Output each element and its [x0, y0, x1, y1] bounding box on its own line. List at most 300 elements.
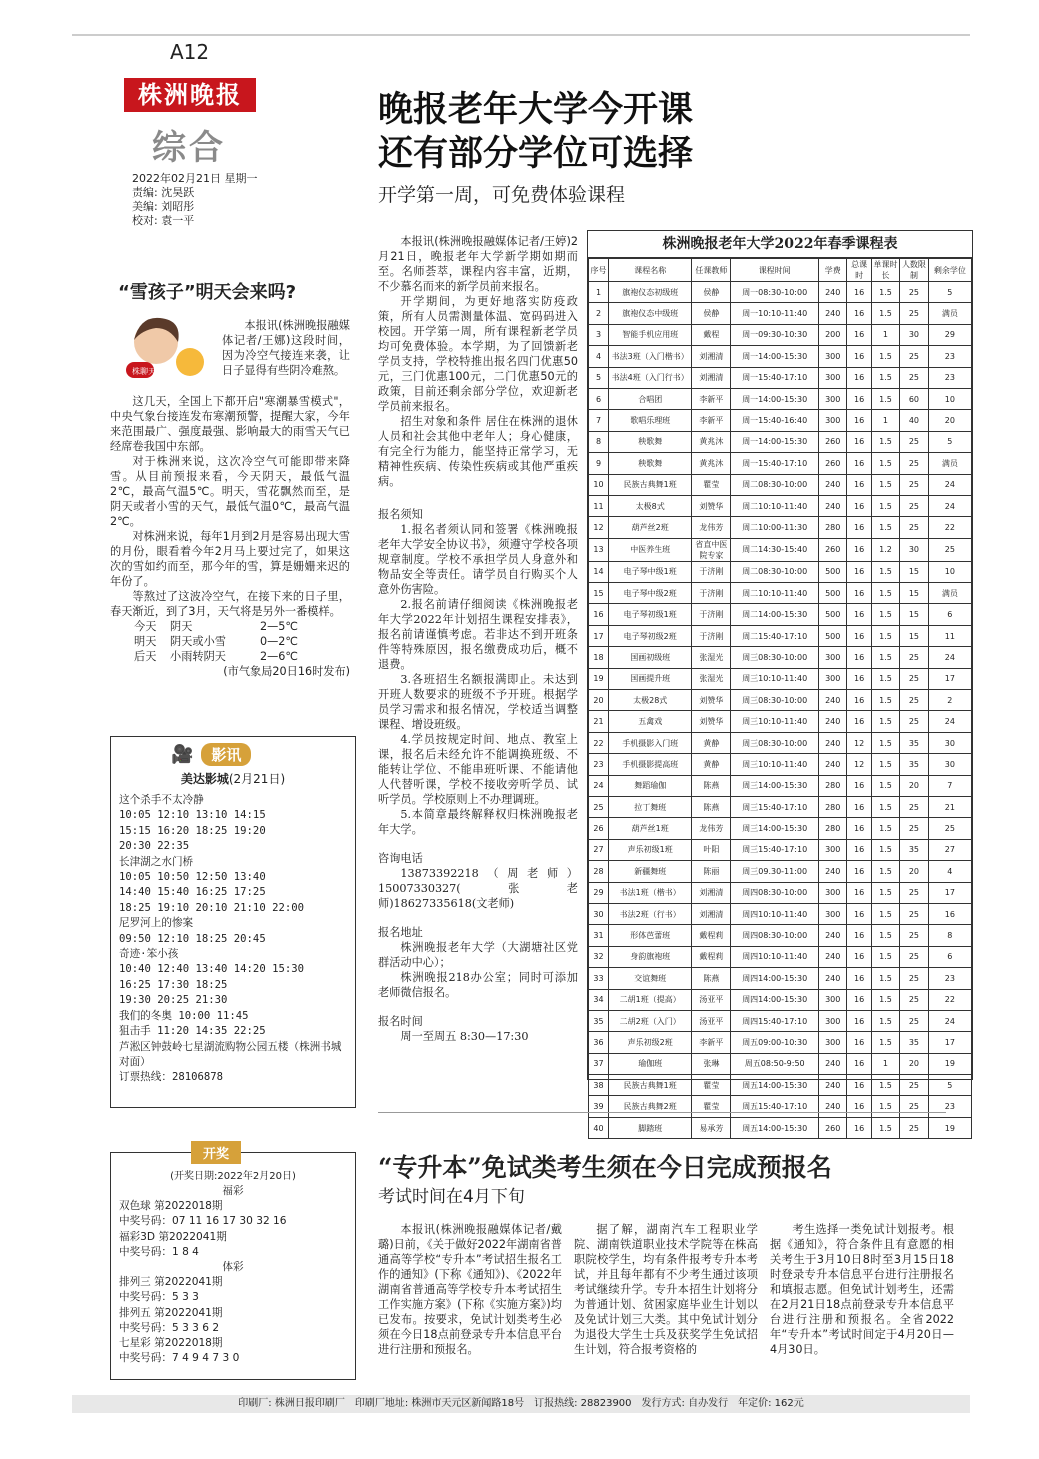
- table-cell: 满员: [928, 453, 971, 474]
- table-cell: 24: [928, 1010, 971, 1031]
- table-cell: 1.5: [871, 282, 899, 303]
- table-cell: 20: [928, 410, 971, 431]
- table-cell: 240: [818, 1096, 846, 1117]
- table-cell: 周四08:30-10:00: [731, 925, 819, 946]
- lottery-line: 排列五 第2022041期: [119, 1306, 223, 1319]
- table-cell: 新疆舞班: [609, 861, 692, 882]
- showtime-line: 我们的冬奥 10:00 11:45: [119, 1009, 249, 1022]
- table-cell: 形体芭蕾班: [609, 925, 692, 946]
- table-cell: 16: [847, 1075, 871, 1096]
- table-cell: 15: [589, 583, 609, 604]
- table-cell: 16: [847, 1096, 871, 1117]
- cinema-badge: 影讯: [201, 743, 251, 766]
- table-cell: 瞿莹: [692, 474, 731, 495]
- table-cell: 1.5: [871, 1010, 899, 1031]
- table-row: [589, 604, 972, 625]
- table-cell: 25: [900, 1010, 928, 1031]
- edition-meta: [132, 172, 258, 228]
- table-cell: 16: [847, 538, 871, 561]
- table-cell: 五禽戏: [609, 711, 692, 732]
- notice-item: 5.本简章最终解释权归株洲晚报老年大学。: [378, 808, 578, 836]
- table-cell: 20: [900, 861, 928, 882]
- table-cell: 周三15:40-17:10: [731, 839, 819, 860]
- table-row: [589, 453, 972, 474]
- table-cell: 1: [589, 282, 609, 303]
- table-cell: 16: [847, 495, 871, 516]
- table-cell: 34: [589, 989, 609, 1010]
- schedule-header-cell: 人数限制: [900, 259, 928, 282]
- table-cell: 20: [900, 1053, 928, 1074]
- table-cell: 25: [900, 690, 928, 711]
- notice-item: 4.学员按规定时间、地点、教室上课，报名后未经允许不能调换班级、不能转让学位、不能串班听课、不能请他人代替听课，学校不接收旁听学员、试听学员。学校原则上不办理调班。: [378, 733, 578, 806]
- table-cell: 书法2班（行书）: [609, 903, 692, 924]
- table-cell: 25: [928, 538, 971, 561]
- table-cell: 于济刚: [692, 625, 731, 646]
- table-cell: 1.5: [871, 388, 899, 409]
- table-cell: 电子琴中级1班: [609, 561, 692, 582]
- table-cell: 周三14:00-15:30: [731, 818, 819, 839]
- table-cell: 300: [818, 839, 846, 860]
- table-row: [589, 324, 972, 345]
- table-cell: 张湿光: [692, 647, 731, 668]
- table-cell: 周二10:10-11:40: [731, 495, 819, 516]
- table-cell: 300: [818, 367, 846, 388]
- table-cell: 陈燕: [692, 968, 731, 989]
- table-cell: 周四10:10-11:40: [731, 946, 819, 967]
- table-cell: 刘湘清: [692, 882, 731, 903]
- table-cell: 1.5: [871, 517, 899, 538]
- lottery-line: 中奖号码：5 3 3 6 2: [119, 1321, 220, 1334]
- lottery-line: 福彩3D 第2022041期: [119, 1230, 227, 1243]
- table-cell: 声乐初级2班: [609, 1032, 692, 1053]
- showtime-line: 15:15 16:20 18:25 19:20: [119, 824, 266, 837]
- table-row: [589, 861, 972, 882]
- table-cell: 1: [871, 324, 899, 345]
- table-cell: 16: [847, 711, 871, 732]
- table-cell: 5: [928, 282, 971, 303]
- table-cell: 于济刚: [692, 604, 731, 625]
- table-row: [589, 882, 972, 903]
- table-cell: 240: [818, 732, 846, 753]
- article-paragraph: 招生对象和条件 居住在株洲的退休人员和社会其他中老年人；身心健康，有完全行为能力，能坚持正常学习，无精神性疾病、传染性疾病或其他严重疾病。: [378, 415, 578, 488]
- article2-column: [770, 1222, 954, 1357]
- table-cell: 5: [928, 431, 971, 452]
- table-cell: 书法1班（楷书）: [609, 882, 692, 903]
- table-cell: 23: [928, 1096, 971, 1117]
- time-heading: 报名时间: [378, 1015, 423, 1028]
- course-schedule: [587, 230, 973, 1133]
- weather-paragraph: 对株洲来说，每年1月到2月是容易出现大雪的月份，眼看着今年2月马上要过完了，如果这次的雪如约而至，那今年的雪，算是姗姗来迟的年份了。: [110, 530, 350, 588]
- table-cell: 17: [589, 625, 609, 646]
- table-cell: 1.5: [871, 882, 899, 903]
- table-cell: 16: [928, 903, 971, 924]
- table-cell: 25: [900, 903, 928, 924]
- table-cell: 2: [928, 690, 971, 711]
- table-cell: 240: [818, 968, 846, 989]
- table-cell: 书法4班（入门行书）: [609, 367, 692, 388]
- showtime-line: 长津湖之水门桥: [119, 855, 194, 868]
- table-cell: 240: [818, 754, 846, 775]
- table-cell: 6: [928, 604, 971, 625]
- lottery-line: 双色球 第2022018期: [119, 1200, 223, 1213]
- table-cell: 陈燕: [692, 775, 731, 796]
- forecast-table: [110, 619, 350, 679]
- table-cell: 21: [928, 796, 971, 817]
- table-cell: 周三10:10-11:40: [731, 711, 819, 732]
- table-cell: 1.5: [871, 861, 899, 882]
- table-cell: 500: [818, 604, 846, 625]
- weather-body: [110, 394, 350, 679]
- table-cell: 张湿光: [692, 668, 731, 689]
- table-cell: 周二08:30-10:00: [731, 474, 819, 495]
- table-cell: 周一15:40-16:40: [731, 410, 819, 431]
- table-cell: 30: [900, 324, 928, 345]
- table-cell: 秧歌舞: [609, 453, 692, 474]
- table-cell: 25: [589, 796, 609, 817]
- table-cell: 1.5: [871, 1117, 899, 1138]
- table-cell: 李新平: [692, 410, 731, 431]
- table-row: [589, 1117, 972, 1138]
- table-cell: 6: [928, 946, 971, 967]
- table-row: [589, 474, 972, 495]
- table-cell: 周二14:30-15:40: [731, 538, 819, 561]
- table-cell: 260: [818, 1117, 846, 1138]
- table-cell: 旗袍仪态初级班: [609, 282, 692, 303]
- table-cell: 16: [847, 882, 871, 903]
- table-cell: 25: [900, 367, 928, 388]
- table-cell: 1.5: [871, 1075, 899, 1096]
- cinema-box: [110, 736, 356, 1108]
- table-cell: 1.5: [871, 732, 899, 753]
- showtime-list: [111, 787, 355, 1092]
- table-cell: 黄静: [692, 754, 731, 775]
- table-cell: 电子琴初级2班: [609, 625, 692, 646]
- table-cell: 葫芦丝2班: [609, 517, 692, 538]
- table-cell: 25: [900, 431, 928, 452]
- table-cell: 李新平: [692, 388, 731, 409]
- table-cell: 5: [589, 367, 609, 388]
- table-cell: 1.5: [871, 839, 899, 860]
- table-cell: 16: [847, 818, 871, 839]
- table-row: [589, 517, 972, 538]
- table-cell: 1.5: [871, 346, 899, 367]
- table-cell: 周四10:10-11:40: [731, 903, 819, 924]
- table-cell: 25: [900, 668, 928, 689]
- table-cell: 李新平: [692, 1032, 731, 1053]
- table-cell: 1.5: [871, 818, 899, 839]
- article2-paragraph: 考生选择一类免试计划报考。根据《通知》，符合条件且有意愿的相关考生于3月10日8时至3月15日18时登录专升本信息平台进行注册报名和填报志愿。但免试计划考生，还需在2月21日18点前登录专升本信息平台进行注册和预报名。全省2022年“专升本”考试时间定于4月20日—4月30日。: [770, 1223, 954, 1356]
- showtime-line: 09:50 12:10 18:25 20:45: [119, 932, 266, 945]
- showtime-line: 10:05 10:50 12:50 13:40: [119, 871, 266, 884]
- table-row: [589, 775, 972, 796]
- reporter-avatar: [120, 310, 212, 392]
- table-cell: 周四08:30-10:00: [731, 882, 819, 903]
- table-cell: 10: [928, 388, 971, 409]
- schedule-header-cell: 课程名称: [609, 259, 692, 282]
- table-row: [589, 732, 972, 753]
- table-cell: 4: [589, 346, 609, 367]
- table-row: [589, 583, 972, 604]
- table-cell: 秧歌舞: [609, 431, 692, 452]
- table-row: [589, 431, 972, 452]
- weather-paragraph: 本报讯(株洲晚报融媒体记者/王娜)这段时间，因为冷空气接连来袭，让日子显得有些阴冷难熬。: [222, 319, 350, 377]
- table-cell: 25: [900, 968, 928, 989]
- table-cell: 25: [900, 517, 928, 538]
- table-cell: 260: [818, 538, 846, 561]
- table-cell: 17: [928, 1032, 971, 1053]
- headline: [378, 88, 693, 176]
- table-cell: 16: [847, 839, 871, 860]
- table-cell: 刘赞华: [692, 690, 731, 711]
- table-cell: 10: [589, 474, 609, 495]
- table-cell: 24: [928, 495, 971, 516]
- table-cell: 16: [589, 604, 609, 625]
- lottery-line: 中奖号码：1 8 4: [119, 1245, 199, 1258]
- weather-paragraph: 这几天，全国上下都开启"寒潮暴雪模式"，中央气象台接连发布寒潮预警，提醒大家，今年来范围最广、强度最强、影响最大的雨雪天气已经席卷我国中东部。: [110, 395, 350, 453]
- table-cell: 22: [928, 517, 971, 538]
- table-row: [589, 538, 972, 561]
- table-cell: 周三14:00-15:30: [731, 775, 819, 796]
- table-cell: 240: [818, 1075, 846, 1096]
- table-cell: 陈燕: [692, 796, 731, 817]
- table-cell: 16: [847, 647, 871, 668]
- table-cell: 16: [847, 431, 871, 452]
- table-cell: 1.5: [871, 561, 899, 582]
- table-cell: 2: [589, 303, 609, 324]
- table-cell: 16: [847, 346, 871, 367]
- table-cell: 25: [900, 946, 928, 967]
- table-row: [589, 495, 972, 516]
- table-row: [589, 989, 972, 1010]
- table-cell: 240: [818, 282, 846, 303]
- table-cell: 满员: [928, 303, 971, 324]
- showtime-line: 订票热线：28106878: [119, 1071, 223, 1084]
- table-cell: 33: [589, 968, 609, 989]
- forecast-row: 今天 阴天 2—5℃: [134, 620, 298, 633]
- notice-list: [378, 522, 578, 837]
- table-cell: 声乐初级1班: [609, 839, 692, 860]
- table-cell: 16: [847, 775, 871, 796]
- table-cell: 周一14:00-15:30: [731, 346, 819, 367]
- address-line: 株洲晚报老年大学（大湖塘社区党群活动中心）；: [378, 941, 578, 969]
- table-cell: 周二08:30-10:00: [731, 561, 819, 582]
- table-cell: 1.5: [871, 367, 899, 388]
- showtime-line: 10:40 12:40 13:40 14:20 15:30: [119, 963, 304, 976]
- lottery-list: [111, 1182, 355, 1368]
- table-cell: 20: [900, 775, 928, 796]
- showtime-line: 尼罗河上的惨案: [119, 917, 194, 930]
- showtime-line: 19:30 20:25 21:30: [119, 994, 228, 1007]
- weather-badge: 株聊天: [132, 367, 156, 376]
- table-cell: 15: [900, 625, 928, 646]
- table-row: [589, 754, 972, 775]
- table-cell: 25: [900, 882, 928, 903]
- table-cell: 二胡2班（入门）: [609, 1010, 692, 1031]
- schedule-header-cell: 总课时: [847, 259, 871, 282]
- table-cell: 280: [818, 818, 846, 839]
- table-cell: 260: [818, 431, 846, 452]
- table-cell: 25: [900, 989, 928, 1010]
- lottery-line: 排列三 第2022041期: [119, 1276, 223, 1289]
- table-cell: 6: [589, 388, 609, 409]
- table-cell: 1.5: [871, 775, 899, 796]
- table-cell: 500: [818, 583, 846, 604]
- table-cell: 25: [900, 1096, 928, 1117]
- table-cell: 12: [589, 517, 609, 538]
- table-cell: 15: [900, 604, 928, 625]
- table-cell: 39: [589, 1096, 609, 1117]
- table-cell: 8: [589, 431, 609, 452]
- table-cell: 黄兆沐: [692, 431, 731, 452]
- schedule-header-cell: 单课时长: [871, 259, 899, 282]
- table-cell: 1.5: [871, 968, 899, 989]
- table-cell: 省直中医院专家: [692, 538, 731, 561]
- table-cell: 240: [818, 690, 846, 711]
- table-row: [589, 1010, 972, 1031]
- cinema-header: [171, 743, 355, 766]
- showtime-line: 奇迹·笨小孩: [119, 948, 179, 961]
- table-cell: 32: [589, 946, 609, 967]
- newspaper-logo: 株洲晚报: [124, 78, 256, 112]
- article2-paragraph: 本报讯(株洲晚报融媒体记者/戴璐)日前，《关于做好2022年湖南省普通高等学校“专升本”考试招生报名工作的通知》(下称《通知》)、《2022年湖南省普通高等学校专升本考试招生工作实施方案》(下称《实施方案》)均已发布。按要求，免试计划类考生必须在今日18点前登录专升本信息平台进行注册和预报名。: [378, 1223, 562, 1356]
- table-cell: 周二10:10-11:40: [731, 583, 819, 604]
- table-cell: 民族古典舞2班: [609, 1096, 692, 1117]
- table-cell: 周二15:40-17:10: [731, 625, 819, 646]
- table-cell: 25: [900, 1117, 928, 1138]
- table-cell: 300: [818, 989, 846, 1010]
- article-paragraph: 本报讯(株洲晚报融媒体记者/王婷)2月21日，晚报老年大学新学期如期而至。名师荟萃，课程内容丰富，近期，不少慕名而来的新学员前来报名。: [378, 235, 578, 293]
- showtime-line: 16:25 17:30 18:25: [119, 978, 228, 991]
- table-cell: 周五08:50-9:50: [731, 1053, 819, 1074]
- table-cell: 书法3班（入门楷书）: [609, 346, 692, 367]
- lottery-line: 中奖号码：07 11 16 17 30 32 16: [119, 1215, 287, 1228]
- table-cell: 周五14:00-15:30: [731, 1075, 819, 1096]
- table-cell: 于济刚: [692, 561, 731, 582]
- headline-line-1: 晚报老年大学今开课: [378, 89, 694, 130]
- table-cell: 龙伟芳: [692, 517, 731, 538]
- table-cell: 1.5: [871, 647, 899, 668]
- film-camera-icon: 🎥: [171, 744, 194, 765]
- table-cell: 3: [589, 324, 609, 345]
- table-cell: 于济刚: [692, 583, 731, 604]
- table-cell: 7: [928, 775, 971, 796]
- showtime-line: 狙击手 11:20 14:35 22:25: [119, 1025, 266, 1038]
- table-row: [589, 367, 972, 388]
- table-cell: 刘湘清: [692, 346, 731, 367]
- table-cell: 300: [818, 388, 846, 409]
- table-cell: 周二14:00-15:30: [731, 604, 819, 625]
- table-cell: 陈丽: [692, 861, 731, 882]
- table-cell: 14: [589, 561, 609, 582]
- schedule-header-cell: 学费: [818, 259, 846, 282]
- table-cell: 25: [900, 647, 928, 668]
- table-cell: 280: [818, 796, 846, 817]
- table-cell: 周四14:00-15:30: [731, 989, 819, 1010]
- phone-heading: 咨询电话: [378, 852, 423, 865]
- cinema-date: (2月21日): [228, 772, 286, 786]
- table-cell: 叶阳: [692, 839, 731, 860]
- table-cell: 1.5: [871, 946, 899, 967]
- table-cell: 侯静: [692, 303, 731, 324]
- headline-subtitle: 开学第一周，可免费体验课程: [378, 184, 626, 206]
- table-cell: 拉丁舞班: [609, 796, 692, 817]
- table-cell: 周三10:10-11:40: [731, 668, 819, 689]
- showtime-line: 10:05 12:10 13:10 14:15: [119, 809, 266, 822]
- table-cell: 260: [818, 453, 846, 474]
- table-cell: 中医养生班: [609, 538, 692, 561]
- table-cell: 交谊舞班: [609, 968, 692, 989]
- table-cell: 周五15:40-17:10: [731, 1096, 819, 1117]
- table-cell: 1.5: [871, 453, 899, 474]
- lottery-line: 七星彩 第2022018期: [119, 1337, 223, 1350]
- table-cell: 周一09:30-10:30: [731, 324, 819, 345]
- table-cell: 16: [847, 303, 871, 324]
- table-cell: 12: [847, 732, 871, 753]
- article2-subtitle: 考试时间在4月下旬: [378, 1187, 525, 1207]
- table-cell: 葫芦丝1班: [609, 818, 692, 839]
- headline-line-2: 还有部分学位可选择: [378, 133, 694, 174]
- table-cell: 易承芳: [692, 1117, 731, 1138]
- table-cell: 26: [589, 818, 609, 839]
- table-cell: 智能手机应用班: [609, 324, 692, 345]
- table-cell: 周一14:00-15:30: [731, 388, 819, 409]
- showtime-line: 14:40 15:40 16:25 17:25: [119, 886, 266, 899]
- table-cell: 1.5: [871, 303, 899, 324]
- table-cell: 8: [928, 925, 971, 946]
- weather-paragraph: 对于株洲来说，这次冷空气可能即带来降雪。从目前预报来看，今天阴天，最低气温2℃，最高气温5℃。明天，雪花飘然而至，是阴天或者小雪的天气，最低气温0℃，最高气温2℃。: [110, 455, 350, 528]
- table-cell: 30: [928, 754, 971, 775]
- table-cell: 19: [928, 1117, 971, 1138]
- table-cell: 25: [900, 453, 928, 474]
- table-cell: 240: [818, 925, 846, 946]
- table-cell: 1.5: [871, 583, 899, 604]
- table-cell: 16: [847, 690, 871, 711]
- table-cell: 18: [589, 647, 609, 668]
- table-cell: 27: [928, 839, 971, 860]
- schedule-header-cell: 剩余学位: [928, 259, 971, 282]
- table-row: [589, 711, 972, 732]
- table-cell: 10: [928, 561, 971, 582]
- notice-item: 3.各班招生名额报满即止。未达到开班人数要求的班级不予开班。根据学员学习需求和报名情况，学校适当调整课程、增设班级。: [378, 673, 578, 731]
- table-row: [589, 818, 972, 839]
- notice-item: 1.报名者须认同和签署《株洲晚报老年大学安全协议书》，须遵守学校各项规章制度。学校不承担学员人身意外和物品安全等责任。请学员自行购买个人意外伤害险。: [378, 523, 578, 596]
- table-cell: 30: [589, 903, 609, 924]
- table-cell: 16: [847, 517, 871, 538]
- table-cell: 16: [847, 604, 871, 625]
- table-cell: 16: [847, 1010, 871, 1031]
- cinema-name: 美达影城: [180, 772, 229, 786]
- table-cell: 太极28式: [609, 690, 692, 711]
- table-cell: 23: [589, 754, 609, 775]
- section-divider: [378, 1112, 946, 1113]
- phone-numbers: 13873392218（周老师）15007330327(张老师)18627335618(文老师): [378, 867, 578, 910]
- table-cell: 周一15:40-17:10: [731, 453, 819, 474]
- table-cell: 合唱团: [609, 388, 692, 409]
- table-cell: 1: [871, 410, 899, 431]
- table-cell: 240: [818, 495, 846, 516]
- table-cell: 民族古典舞1班: [609, 474, 692, 495]
- forecast-row: 明天 阴天或小雪 0—2℃: [134, 635, 298, 648]
- table-cell: 200: [818, 324, 846, 345]
- table-cell: 脚踏班: [609, 1117, 692, 1138]
- table-cell: 24: [928, 711, 971, 732]
- table-row: [589, 1032, 972, 1053]
- table-cell: 电子琴中级2班: [609, 583, 692, 604]
- table-cell: 1.5: [871, 796, 899, 817]
- table-cell: 240: [818, 303, 846, 324]
- table-row: [589, 968, 972, 989]
- table-cell: 500: [818, 561, 846, 582]
